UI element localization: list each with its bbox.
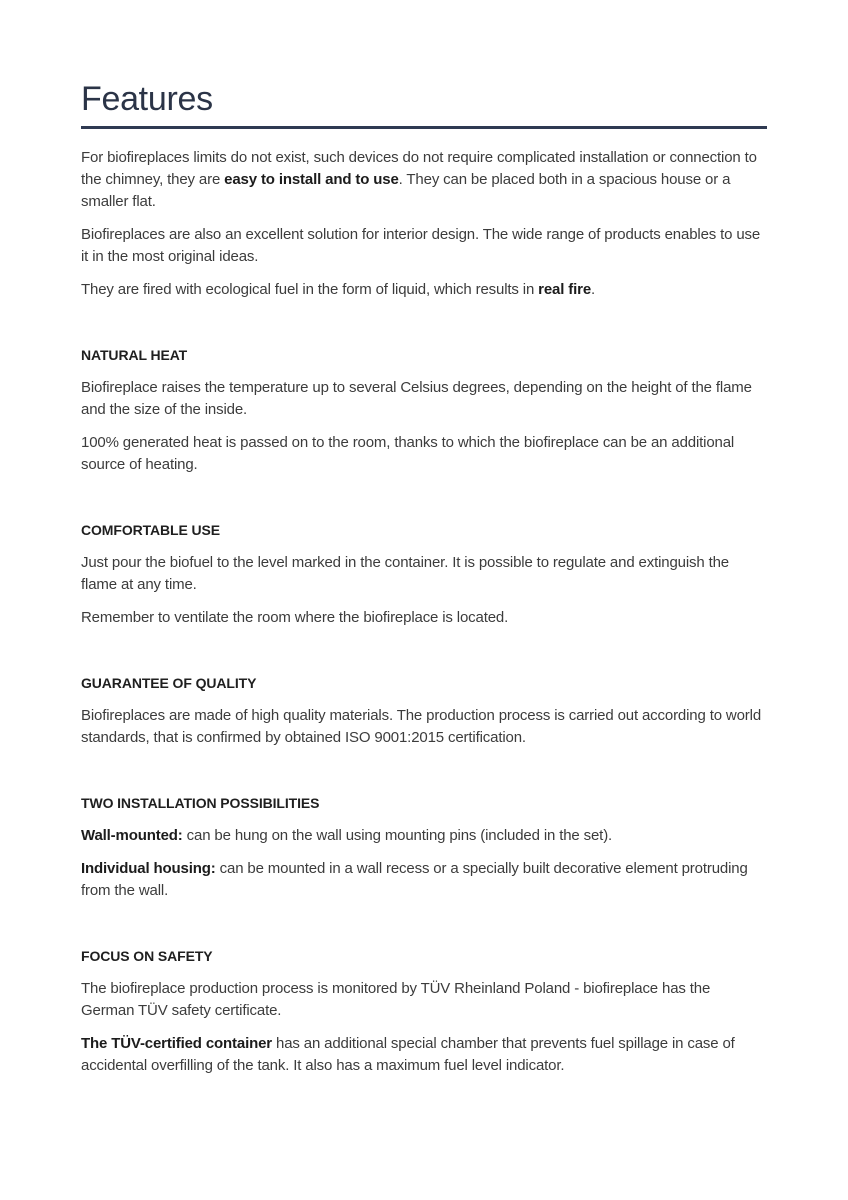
intro-p1-text: For biofireplaces limits do not exist, such devices do not require complicated installation or connection to the chimney, they are <box>81 149 757 188</box>
intro-p3-text: They are fired with ecological fuel in the form of liquid, which results in <box>81 281 539 298</box>
wall-mounted-text: can be hung on the wall using mounting pins (included in the set). <box>182 827 613 844</box>
intro-p3-text-after: . <box>591 281 596 298</box>
intro-p1-bold: easy to install and to use <box>224 171 399 188</box>
tuv-container-label: The TÜV-certified container <box>81 1035 272 1052</box>
document-page <box>81 78 767 1088</box>
intro-paragraph-2: Biofireplaces are also an excellent solution for interior design. The wide range of products enables to use it in the most original ideas. <box>81 226 761 265</box>
section-heading: NATURAL HEAT <box>81 347 188 363</box>
intro-paragraph-1 <box>81 147 767 213</box>
intro-section <box>81 147 767 301</box>
section-heading: GUARANTEE OF QUALITY <box>81 675 257 691</box>
intro-p3-bold: real fire <box>538 281 592 298</box>
section-paragraph: 100% generated heat is passed on to the room, thanks to which the biofireplace can be an additional source of heating. <box>81 434 735 473</box>
section-natural-heat <box>81 345 767 476</box>
wall-mounted-label: Wall-mounted: <box>81 827 183 844</box>
section-heading: TWO INSTALLATION POSSIBILITIES <box>81 795 320 811</box>
intro-p1-text-after: . They can be placed both in a spacious house or a smaller flat. <box>81 171 731 210</box>
individual-housing-label: Individual housing: <box>81 860 216 877</box>
section-paragraph: Biofireplace raises the temperature up to several Celsius degrees, depending on the height of the flame and the size of the inside. <box>81 379 752 418</box>
section-guarantee-of-quality <box>81 673 767 749</box>
tuv-container-text: has an additional special chamber that prevents fuel spillage in case of accidental overfilling of the tank. It also has a maximum fuel level indicator. <box>81 1035 735 1074</box>
section-paragraph: Just pour the biofuel to the level marked in the container. It is possible to regulate and extinguish the flame at any time. <box>81 554 729 593</box>
title-underline-divider <box>81 126 767 129</box>
section-paragraph: Remember to ventilate the room where the biofireplace is located. <box>81 609 509 626</box>
individual-housing-text: can be mounted in a wall recess or a specially built decorative element protruding from the wall. <box>81 860 748 899</box>
section-paragraph: The biofireplace production process is monitored by TÜV Rheinland Poland - biofireplace has the German TÜV safety certificate. <box>81 980 711 1019</box>
section-heading: FOCUS ON SAFETY <box>81 948 213 964</box>
section-two-installation-possibilities <box>81 793 767 902</box>
section-comfortable-use <box>81 520 767 629</box>
section-heading: COMFORTABLE USE <box>81 522 221 538</box>
section-paragraph <box>81 858 767 902</box>
section-paragraph <box>81 825 767 847</box>
section-paragraph: Biofireplaces are made of high quality materials. The production process is carried out according to world standards, that is confirmed by obtained ISO 9001:2015 certification. <box>81 707 762 746</box>
page-title: Features <box>81 80 213 118</box>
section-paragraph <box>81 1033 767 1077</box>
intro-paragraph-3 <box>81 279 767 301</box>
section-focus-on-safety <box>81 946 767 1077</box>
